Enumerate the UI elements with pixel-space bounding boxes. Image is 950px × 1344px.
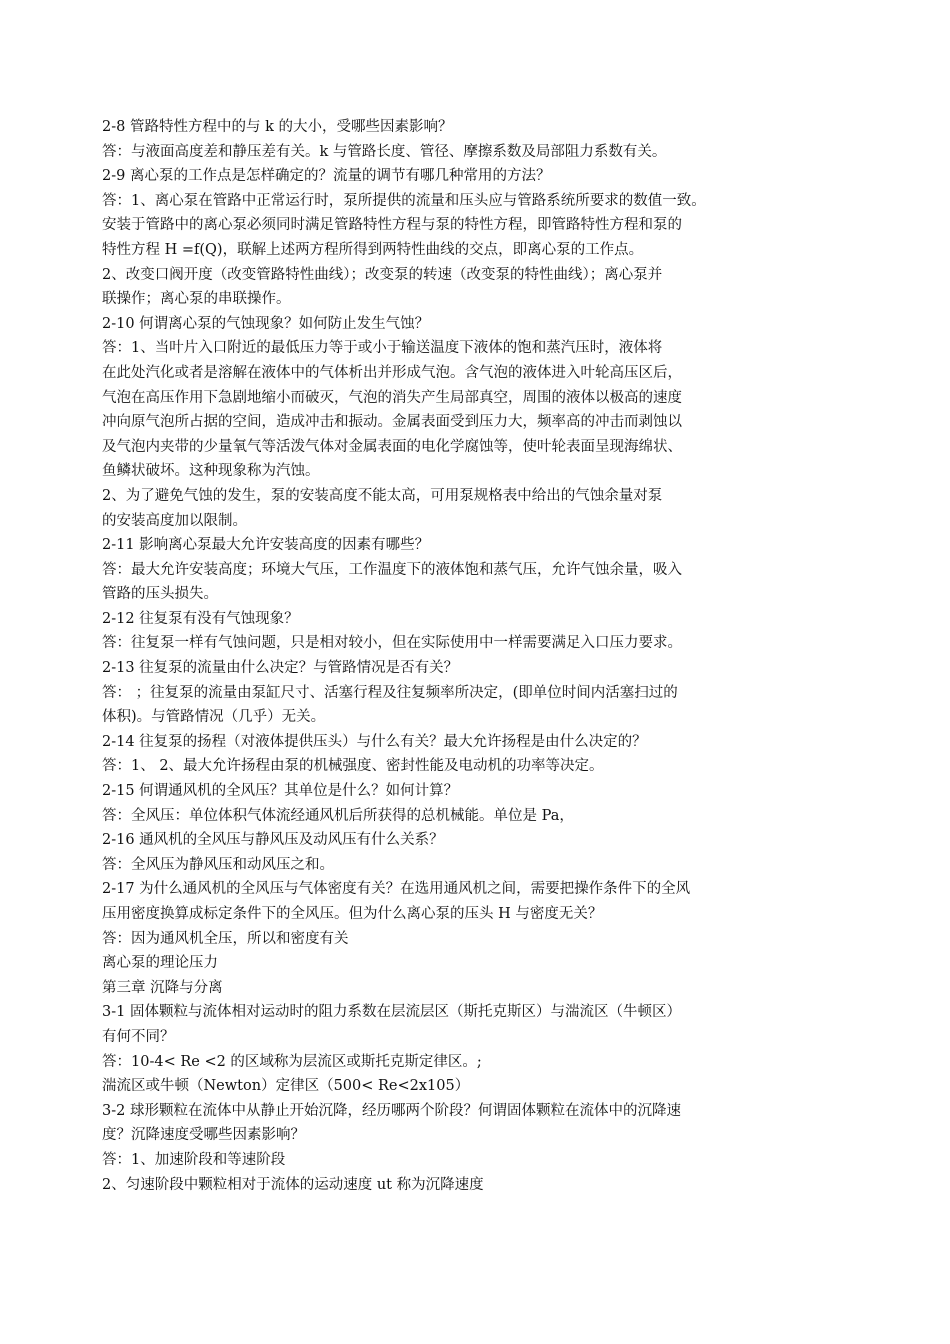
document-body — [102, 115, 802, 1197]
text-line: 度？沉降速度受哪些因素影响？ — [102, 1127, 305, 1144]
text-line: 2-15 何谓通风机的全风压？其单位是什么？如何计算？ — [102, 783, 459, 800]
text-line: 湍流区或牛顿（Newton）定律区（500< Re<2x105） — [102, 1078, 470, 1095]
text-line: 答：1、加速阶段和等速阶段 — [102, 1151, 286, 1168]
text-line: 答： ；往复泵的流量由泵缸尺寸、活塞行程及往复频率所决定，(即单位时间内活塞扫过的 — [102, 684, 678, 701]
text-line: 2、为了避免气蚀的发生，泵的安装高度不能太高，可用泵规格表中给出的气蚀余量对泵 — [102, 487, 663, 504]
text-line: 及气泡内夹带的少量氧气等活泼气体对金属表面的电化学腐蚀等，使叶轮表面呈现海绵状、 — [102, 438, 682, 455]
text-line: 体积)。与管路情况（几乎）无关。 — [102, 709, 326, 726]
text-line: 的安装高度加以限制。 — [102, 512, 247, 529]
text-line: 联操作；离心泵的串联操作。 — [102, 291, 291, 308]
text-line: 气泡在高压作用下急剧地缩小而破灭，气泡的消失产生局部真空，周围的液体以极高的速度 — [102, 389, 682, 406]
text-line: 答：1、当叶片入口附近的最低压力等于或小于输送温度下液体的饱和蒸汽压时，液体将 — [102, 340, 663, 357]
text-line: 答：10-4< Re <2 的区域称为层流区或斯托克斯定律区。; — [102, 1053, 482, 1070]
text-line: 管路的压头损失。 — [102, 586, 218, 603]
text-line: 答：全风压为静风压和动风压之和。 — [102, 856, 334, 873]
text-line: 2-8 管路特性方程中的与 k 的大小，受哪些因素影响？ — [102, 119, 453, 135]
text-line: 特性方程 H =f(Q)，联解上述两方程所得到两特性曲线的交点，即离心泵的工作点。 — [102, 241, 644, 258]
text-line: 压用密度换算成标定条件下的全风压。但为什么离心泵的压头 H 与密度无关？ — [102, 906, 603, 922]
text-line: 2-16 通风机的全风压与静风压及动风压有什么关系？ — [102, 832, 444, 849]
text-line: 第三章 沉降与分离 — [102, 979, 223, 996]
text-line: 答：全风压：单位体积气体流经通风机后所获得的总机械能。单位是 Pa， — [102, 807, 574, 824]
text-line: 答：因为通风机全压，所以和密度有关 — [102, 930, 349, 947]
text-line: 答：往复泵一样有气蚀问题，只是相对较小，但在实际使用中一样需要满足入口压力要求。 — [102, 635, 682, 652]
text-line: 2-17 为什么通风机的全风压与气体密度有关？在选用通风机之间，需要把操作条件下的全风 — [102, 881, 691, 898]
text-line: 2-10 何谓离心泵的气蚀现象？如何防止发生气蚀？ — [102, 315, 430, 332]
text-line: 有何不同？ — [102, 1028, 175, 1045]
text-line: 鱼鳞状破坏。这种现象称为汽蚀。 — [102, 463, 320, 480]
text-line: 2、匀速阶段中颗粒相对于流体的运动速度 ut 称为沉降速度 — [102, 1176, 484, 1193]
text-line: 冲向原气泡所占据的空间，造成冲击和振动。金属表面受到压力大，频率高的冲击而剥蚀以 — [102, 414, 682, 431]
text-line: 在此处汽化或者是溶解在液体中的气体析出并形成气泡。含气泡的液体进入叶轮高压区后， — [102, 364, 682, 381]
text-line: 3-2 球形颗粒在流体中从静止开始沉降，经历哪两个阶段？何谓固体颗粒在流体中的沉降速 — [102, 1102, 681, 1119]
text-line: 2-14 往复泵的扬程（对液体提供压头）与什么有关？最大允许扬程是由什么决定的？ — [102, 733, 647, 750]
text-line: 2、改变口阀开度（改变管路特性曲线）；改变泵的转速（改变泵的特性曲线）；离心泵并 — [102, 266, 663, 283]
text-line: 2-12 往复泵有没有气蚀现象？ — [102, 610, 299, 627]
text-line: 2-13 往复泵的流量由什么决定？与管路情况是否有关？ — [102, 660, 459, 677]
text-line: 答：最大允许安装高度；环境大气压，工作温度下的液体饱和蒸气压，允许气蚀余量，吸入 — [102, 561, 682, 578]
text-line: 2-11 影响离心泵最大允许安装高度的因素有哪些？ — [102, 537, 430, 554]
text-line: 离心泵的理论压力 — [102, 955, 218, 972]
text-line: 3-1 固体颗粒与流体相对运动时的阻力系数在层流层区（斯托克斯区）与湍流区（牛顿区） — [102, 1004, 681, 1021]
text-line: 2-9 离心泵的工作点是怎样确定的？流量的调节有哪几种常用的方法？ — [102, 168, 551, 185]
text-line: 答：1、离心泵在管路中正常运行时，泵所提供的流量和压头应与管路系统所要求的数值一致。 — [102, 192, 706, 209]
text-line: 安装于管路中的离心泵必须同时满足管路特性方程与泵的特性方程，即管路特性方程和泵的 — [102, 217, 682, 234]
text-line: 答：1、 2、最大允许扬程由泵的机械强度、密封性能及电动机的功率等决定。 — [102, 758, 604, 775]
text-line: 答：与液面高度差和静压差有关。k 与管路长度、管径、摩擦系数及局部阻力系数有关。 — [102, 143, 667, 160]
